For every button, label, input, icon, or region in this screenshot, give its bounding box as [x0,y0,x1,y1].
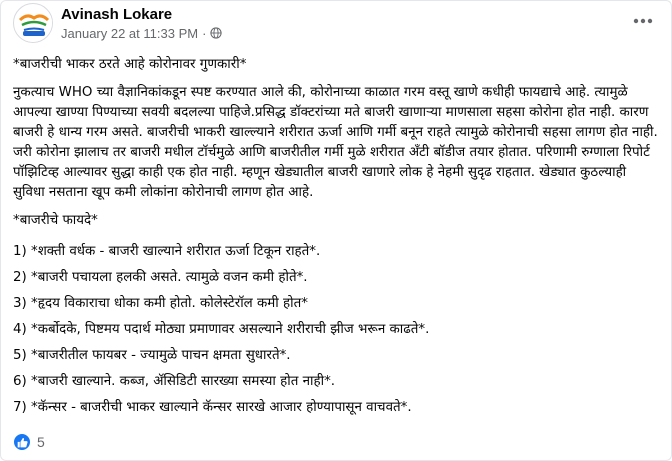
reaction-count[interactable]: 5 [37,434,45,450]
ellipsis-icon[interactable] [629,11,657,31]
post-header [13,3,222,43]
separator-dot: · [202,25,207,41]
benefit-item: 7) *कॅन्सर - बाजरीची भाकर खाल्याने कॅन्सर सारखे आजार होण्यापासून वाचवते*. [13,400,412,415]
author-name[interactable]: Avinash Lokare [61,5,173,23]
post-meta [61,5,222,42]
benefit-item: 1) *शक्ती वर्धक - बाजरी खाल्याने शरीरात ऊर्जा टिकून राहते*. [13,244,321,259]
post-title: *बाजरीची भाकर ठरते आहे कोरोनावर गुणकारी* [13,57,247,72]
post-content [13,55,661,424]
benefit-item: 2) *बाजरी पचायला हलकी असते. त्यामुळे वजन कमी होते*. [13,270,308,285]
benefit-item: 4) *कर्बोदके, पिष्टमय पदार्थ मोठ्या प्रमाणावर असल्याने शरीराची झीज भरून काढते*. [13,322,430,337]
post-subline [61,25,222,42]
benefits-heading: *बाजरीचे फायदे* [13,213,98,228]
globe-icon[interactable] [210,27,222,39]
like-icon[interactable] [13,433,31,451]
avatar[interactable] [13,3,53,43]
post-timestamp[interactable]: January 22 at 11:33 PM [61,25,199,41]
benefit-item: 6) *बाजरी खाल्याने. कब्ज, ॲसिडिटी सारख्या समस्या होत नाही*. [13,374,336,389]
post-body: नुकत्याच WHO च्या वैज्ञानिकांकडून स्पष्ट करण्यात आले की, कोरोनाच्या काळात गरम वस्तू खाणे कधीही फायद्याचे आहे. त्यामुळे आपल्या खाण्या पिण्याच्या सवयी बदलल्या पाहिजे.प्रसिद्ध डॉक्टरांच्या मते बाजरी खाणाऱ्या माणसाला सहसा कोरोना होत नाही. कारण बाजरी हे धान्य गरम असते. बाजरीची भाकरी खाल्ल्याने शरीरात ऊर्जा आणि गर्मी बनून राहते त्यामुळे कोरोनाची सहसा लागण होत नाही. जरी कोरोना झालाच तर बाजरी मधील टॉर्चमुळे आणि बाजरीतील गर्मी मुळे शरीरात अँटी बॉडीज तयार होतात. परिणामी रुग्णाला रिपोर्ट पॉझिटिव्ह आल्यावर सुद्धा काही एक होत नाही. म्हणून खेड्यातील बाजरी खाणारे लोक हे नेहमी सुदृढ राहतात. खेड्यात कुठल्याही सुविधा नसताना खूप कमी लोकांना कोरोनाची लागण होत आहे. [13,85,658,200]
reactions-bar[interactable] [13,433,45,451]
benefit-item: 3) *हृदय विकाराचा धोका कमी होतो. कोलेस्टेरॉल कमी होत* [13,296,308,311]
benefit-item: 5) *बाजरीतील फायबर - ज्यामुळे पाचन क्षमता सुधारते*. [13,348,291,363]
